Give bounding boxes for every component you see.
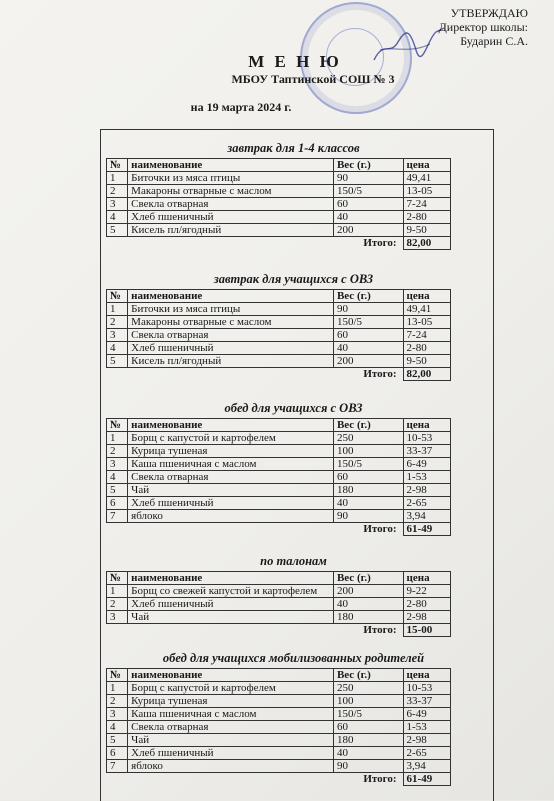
header-weight: Вес (г.): [333, 419, 403, 432]
cell-weight: 60: [333, 471, 403, 484]
cell-price: 7-24: [403, 198, 450, 211]
menu-table: [106, 571, 451, 637]
table-row: [107, 611, 451, 624]
total-label: Итого:: [363, 368, 397, 381]
cell-weight: 100: [333, 695, 403, 708]
header-weight: Вес (г.): [333, 572, 403, 585]
school-name: МБОУ Таптинской СОШ № 3: [231, 72, 395, 86]
cell-weight: 90: [333, 172, 403, 185]
table-header-row: [107, 419, 451, 432]
cell-num: 6: [107, 747, 128, 760]
cell-num: 3: [107, 611, 128, 624]
total-row: [107, 368, 451, 381]
cell-price: 3,94: [403, 510, 450, 523]
cell-weight: 90: [333, 760, 403, 773]
cell-weight: 90: [333, 303, 403, 316]
cell-name: Чай: [128, 484, 334, 497]
menu-table: [106, 289, 451, 381]
table-row: [107, 682, 451, 695]
cell-weight: 60: [333, 198, 403, 211]
table-header-row: [107, 572, 451, 585]
total-label: Итого:: [363, 237, 397, 250]
table-row: [107, 695, 451, 708]
table-row: [107, 721, 451, 734]
cell-num: 3: [107, 458, 128, 471]
cell-num: 1: [107, 172, 128, 185]
cell-weight: 40: [333, 211, 403, 224]
table-row: [107, 355, 451, 368]
cell-num: 2: [107, 316, 128, 329]
table-row: [107, 510, 451, 523]
cell-price: 2-65: [403, 747, 450, 760]
cell-num: 4: [107, 211, 128, 224]
table-row: [107, 172, 451, 185]
table-row: [107, 198, 451, 211]
cell-name: Биточки из мяса птицы: [128, 172, 334, 185]
table-row: [107, 432, 451, 445]
approval-line-1: УТВЕРЖДАЮ: [450, 6, 528, 20]
cell-name: Чай: [128, 611, 334, 624]
table-row: [107, 598, 451, 611]
cell-price: 2-80: [403, 598, 450, 611]
cell-price: 2-98: [403, 611, 450, 624]
cell-num: 7: [107, 510, 128, 523]
cell-price: 10-53: [403, 682, 450, 695]
menu-title: М Е Н Ю: [248, 52, 342, 71]
approval-line-3: Бударин С.А.: [460, 34, 528, 48]
cell-weight: 40: [333, 747, 403, 760]
table-row: [107, 760, 451, 773]
header-price: цена: [403, 572, 450, 585]
header-num: №: [107, 419, 128, 432]
total-label: Итого:: [363, 773, 397, 786]
cell-num: 4: [107, 342, 128, 355]
menu-table: [106, 668, 451, 786]
cell-price: 9-50: [403, 355, 450, 368]
table-header-row: [107, 669, 451, 682]
total-value: 15-00: [403, 624, 450, 637]
cell-price: 2-98: [403, 484, 450, 497]
table-row: [107, 224, 451, 237]
total-row: [107, 237, 451, 250]
menu-table: [106, 158, 451, 250]
cell-name: Курица тушеная: [128, 695, 334, 708]
table-row: [107, 747, 451, 760]
table-header-row: [107, 290, 451, 303]
cell-price: 33-37: [403, 695, 450, 708]
header-name: наименование: [128, 159, 334, 172]
cell-price: 2-80: [403, 342, 450, 355]
cell-name: Хлеб пшеничный: [128, 598, 334, 611]
cell-price: 2-80: [403, 211, 450, 224]
cell-price: 9-22: [403, 585, 450, 598]
header-name: наименование: [128, 419, 334, 432]
cell-weight: 150/5: [333, 458, 403, 471]
cell-weight: 250: [333, 432, 403, 445]
cell-num: 2: [107, 185, 128, 198]
cell-num: 3: [107, 708, 128, 721]
cell-num: 3: [107, 329, 128, 342]
cell-weight: 200: [333, 224, 403, 237]
section-title: завтрак для учащихся с ОВЗ: [213, 272, 374, 286]
cell-name: Кисель пл/ягодный: [128, 224, 334, 237]
cell-weight: 40: [333, 497, 403, 510]
table-row: [107, 484, 451, 497]
cell-price: 9-50: [403, 224, 450, 237]
section-title: обед для учащихся мобилизованных родителей: [162, 651, 425, 665]
cell-num: 5: [107, 224, 128, 237]
header-price: цена: [403, 159, 450, 172]
cell-weight: 200: [333, 585, 403, 598]
cell-price: 6-49: [403, 708, 450, 721]
cell-price: 1-53: [403, 721, 450, 734]
header-num: №: [107, 159, 128, 172]
menu-section: [106, 272, 451, 381]
table-row: [107, 303, 451, 316]
cell-weight: 60: [333, 329, 403, 342]
header-price: цена: [403, 419, 450, 432]
menu-section: [106, 141, 451, 250]
table-row: [107, 734, 451, 747]
table-row: [107, 497, 451, 510]
cell-weight: 150/5: [333, 708, 403, 721]
cell-price: 2-65: [403, 497, 450, 510]
cell-name: Хлеб пшеничный: [128, 747, 334, 760]
cell-num: 5: [107, 484, 128, 497]
cell-price: 3,94: [403, 760, 450, 773]
cell-name: Курица тушеная: [128, 445, 334, 458]
menu-table: [106, 418, 451, 536]
table-row: [107, 316, 451, 329]
table-row: [107, 185, 451, 198]
total-row: [107, 624, 451, 637]
total-label: Итого:: [363, 523, 397, 536]
header-name: наименование: [128, 572, 334, 585]
cell-price: 10-53: [403, 432, 450, 445]
menu-section: [106, 651, 451, 786]
header-weight: Вес (г.): [333, 159, 403, 172]
table-row: [107, 211, 451, 224]
table-row: [107, 585, 451, 598]
total-row: [107, 773, 451, 786]
cell-num: 1: [107, 682, 128, 695]
cell-price: 6-49: [403, 458, 450, 471]
total-value: 82,00: [403, 368, 450, 381]
cell-name: Свекла отварная: [128, 198, 334, 211]
header-num: №: [107, 290, 128, 303]
cell-weight: 40: [333, 342, 403, 355]
cell-weight: 150/5: [333, 185, 403, 198]
cell-name: Хлеб пшеничный: [128, 342, 334, 355]
menu-section: [106, 401, 451, 536]
cell-name: Каша пшеничная с маслом: [128, 458, 334, 471]
cell-price: 7-24: [403, 329, 450, 342]
cell-weight: 60: [333, 721, 403, 734]
cell-num: 1: [107, 585, 128, 598]
cell-price: 2-98: [403, 734, 450, 747]
header-name: наименование: [128, 669, 334, 682]
cell-weight: 180: [333, 611, 403, 624]
cell-name: Свекла отварная: [128, 329, 334, 342]
cell-weight: 250: [333, 682, 403, 695]
cell-price: 13-05: [403, 316, 450, 329]
cell-num: 3: [107, 198, 128, 211]
cell-num: 4: [107, 471, 128, 484]
cell-name: яблоко: [128, 760, 334, 773]
cell-num: 2: [107, 598, 128, 611]
total-value: 82,00: [403, 237, 450, 250]
table-row: [107, 445, 451, 458]
cell-num: 5: [107, 355, 128, 368]
cell-num: 2: [107, 695, 128, 708]
cell-num: 6: [107, 497, 128, 510]
cell-name: Кисель пл/ягодный: [128, 355, 334, 368]
cell-num: 1: [107, 303, 128, 316]
total-value: 61-49: [403, 523, 450, 536]
section-title: обед для учащихся с ОВЗ: [224, 401, 363, 415]
table-row: [107, 458, 451, 471]
cell-num: 7: [107, 760, 128, 773]
cell-weight: 90: [333, 510, 403, 523]
cell-name: Макароны отварные с маслом: [128, 185, 334, 198]
cell-price: 13-05: [403, 185, 450, 198]
approval-line-2: Директор школы:: [438, 20, 528, 34]
cell-name: Каша пшеничная с маслом: [128, 708, 334, 721]
header-price: цена: [403, 669, 450, 682]
cell-name: Хлеб пшеничный: [128, 211, 334, 224]
header-weight: Вес (г.): [333, 290, 403, 303]
total-label: Итого:: [363, 624, 397, 637]
cell-weight: 180: [333, 484, 403, 497]
approval-block: [439, 6, 528, 48]
cell-name: Макароны отварные с маслом: [128, 316, 334, 329]
cell-num: 1: [107, 432, 128, 445]
table-header-row: [107, 159, 451, 172]
cell-num: 5: [107, 734, 128, 747]
cell-price: 49,41: [403, 172, 450, 185]
cell-name: Свекла отварная: [128, 471, 334, 484]
table-row: [107, 329, 451, 342]
header-num: №: [107, 669, 128, 682]
table-row: [107, 471, 451, 484]
header-weight: Вес (г.): [333, 669, 403, 682]
table-row: [107, 708, 451, 721]
cell-name: Борщ с капустой и картофелем: [128, 432, 334, 445]
cell-num: 4: [107, 721, 128, 734]
cell-weight: 150/5: [333, 316, 403, 329]
header-name: наименование: [128, 290, 334, 303]
cell-name: Борщ с капустой и картофелем: [128, 682, 334, 695]
cell-name: Свекла отварная: [128, 721, 334, 734]
cell-name: Борщ со свежей капустой и картофелем: [128, 585, 334, 598]
menu-section: [106, 554, 451, 637]
table-row: [107, 342, 451, 355]
cell-weight: 200: [333, 355, 403, 368]
header-num: №: [107, 572, 128, 585]
total-row: [107, 523, 451, 536]
cell-num: 2: [107, 445, 128, 458]
cell-price: 33-37: [403, 445, 450, 458]
cell-name: яблоко: [128, 510, 334, 523]
cell-weight: 180: [333, 734, 403, 747]
cell-weight: 100: [333, 445, 403, 458]
cell-name: Чай: [128, 734, 334, 747]
header-price: цена: [403, 290, 450, 303]
section-title: по талонам: [260, 554, 327, 568]
cell-price: 49,41: [403, 303, 450, 316]
cell-weight: 40: [333, 598, 403, 611]
section-title: завтрак для 1-4 классов: [227, 141, 360, 155]
cell-name: Хлеб пшеничный: [128, 497, 334, 510]
cell-price: 1-53: [403, 471, 450, 484]
cell-name: Биточки из мяса птицы: [128, 303, 334, 316]
total-value: 61-49: [403, 773, 450, 786]
menu-date: на 19 марта 2024 г.: [190, 100, 292, 114]
